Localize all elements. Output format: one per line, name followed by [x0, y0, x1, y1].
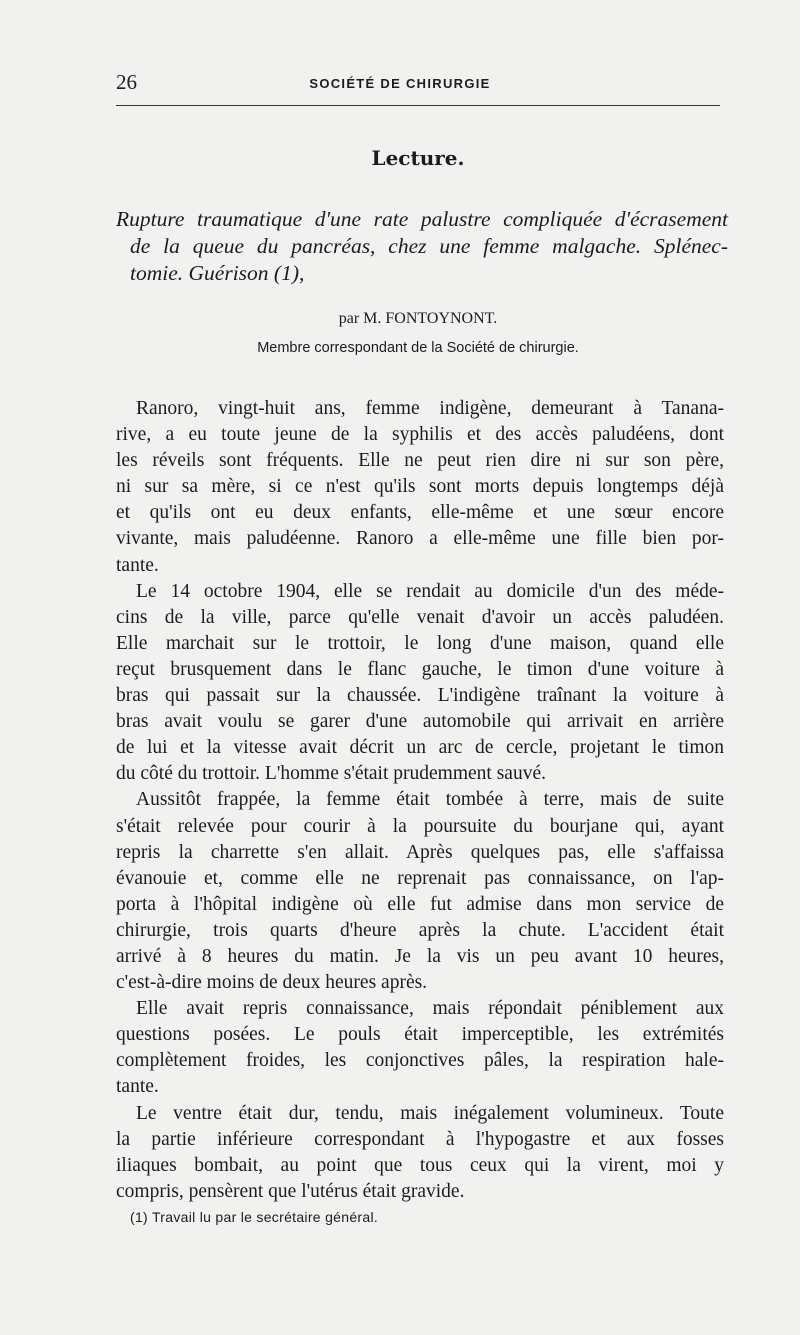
paragraph-line: Le ventre était dur, tendu, mais inégalement volumineux. Toute — [136, 1102, 724, 1124]
paragraph-line: s'était relevée pour courir à la poursuite du bourjane qui, ayant — [116, 815, 724, 837]
paragraph — [116, 996, 724, 1100]
paragraph-line: repris la charrette s'en allait. Après quelques pas, elle s'affaissa — [116, 841, 724, 863]
paragraph-line: questions posées. Le pouls était imperceptible, les extrémités — [116, 1024, 724, 1046]
paragraph-line: Elle marchait sur le trottoir, le long d'une maison, quand elle — [116, 632, 724, 654]
paragraph-line: rive, a eu toute jeune de la syphilis et des accès paludéens, dont — [116, 424, 724, 446]
author-affiliation: Membre correspondant de la Société de chirurgie. — [257, 340, 579, 356]
paragraph-line: bras qui passait sur la chaussée. L'indigène traînant la voiture à — [116, 685, 724, 707]
paragraph-line: iliaques bombait, au point que tous ceux qui la virent, moi y — [116, 1154, 724, 1176]
article-title-line: de la queue du pancréas, chez une femme malgache. Splénec- — [130, 234, 728, 258]
body-text — [116, 396, 724, 1205]
article-title-line: Rupture traumatique d'une rate palustre compliquée d'écrasement — [116, 207, 728, 231]
paragraph-line: bras avait voulu se garer d'une automobile qui arrivait en arrière — [116, 711, 724, 733]
paragraph-line: arrivé à 8 heures du matin. Je la vis un peu avant 10 heures, — [116, 945, 724, 967]
paragraph-line: chirurgie, trois quarts d'heure après la chute. L'accident était — [116, 919, 724, 941]
paragraph — [116, 396, 724, 579]
paragraph-line: ni sur sa mère, si ce n'est qu'ils sont morts depuis longtemps déjà — [116, 476, 724, 498]
paragraph-line: porta à l'hôpital indigène où elle fut admise dans mon service de — [116, 893, 724, 915]
paragraph-line: Ranoro, vingt-huit ans, femme indigène, demeurant à Tanana- — [136, 398, 724, 419]
page-number: 26 — [116, 70, 137, 94]
paragraph — [116, 787, 724, 996]
paragraph-line: et qu'ils ont eu deux enfants, elle-même et une sœur encore — [116, 502, 724, 524]
article-title — [116, 206, 728, 287]
paragraph-line: évanouie et, comme elle ne reprenait pas connaissance, on l'ap- — [116, 867, 724, 889]
paragraph-line: c'est-à-dire moins de deux heures après. — [116, 972, 428, 994]
paragraph-line: Le 14 octobre 1904, elle se rendait au domicile d'un des méde- — [136, 580, 724, 602]
header-rule — [116, 105, 720, 106]
running-head: SOCIÉTÉ DE CHIRURGIE — [309, 76, 491, 91]
paragraph-line: reçut brusquement dans le flanc gauche, le timon d'une voiture à — [116, 658, 724, 680]
paragraph-line: Aussitôt frappée, la femme était tombée à terre, mais de suite — [136, 789, 724, 811]
paragraph-line: Elle avait repris connaissance, mais répondait péniblement aux — [136, 998, 724, 1020]
paragraph-line: compris, pensèrent que l'utérus était gravide. — [116, 1180, 465, 1202]
paragraph-line: de lui et la vitesse avait décrit un arc de cercle, projetant le timon — [116, 737, 724, 759]
section-title: Lecture. — [371, 146, 465, 170]
paragraph-line: cins de la ville, parce qu'elle venait d'avoir un accès paludéen. — [116, 606, 724, 628]
author-line: par M. FONTOYNONT. — [338, 310, 498, 327]
article-title-line: tomie. Guérison (1), — [130, 261, 305, 285]
paragraph-line: les réveils sont fréquents. Elle ne peut rien dire ni sur son père, — [116, 450, 724, 472]
paragraph-line: complètement froides, les conjonctives pâles, la respiration hale- — [116, 1050, 724, 1072]
paragraph-line: la partie inférieure correspondant à l'hypogastre et aux fosses — [116, 1128, 724, 1150]
paragraph-line: tante. — [116, 554, 159, 576]
footnote: (1) Travail lu par le secrétaire général. — [130, 1209, 379, 1225]
paragraph-line: vivante, mais paludéenne. Ranoro a elle-même une fille bien por- — [116, 528, 724, 550]
paragraph — [116, 1101, 724, 1205]
paragraph-line: tante. — [116, 1076, 159, 1098]
paragraph — [116, 579, 724, 788]
paragraph-line: du côté du trottoir. L'homme s'était prudemment sauvé. — [116, 763, 546, 785]
